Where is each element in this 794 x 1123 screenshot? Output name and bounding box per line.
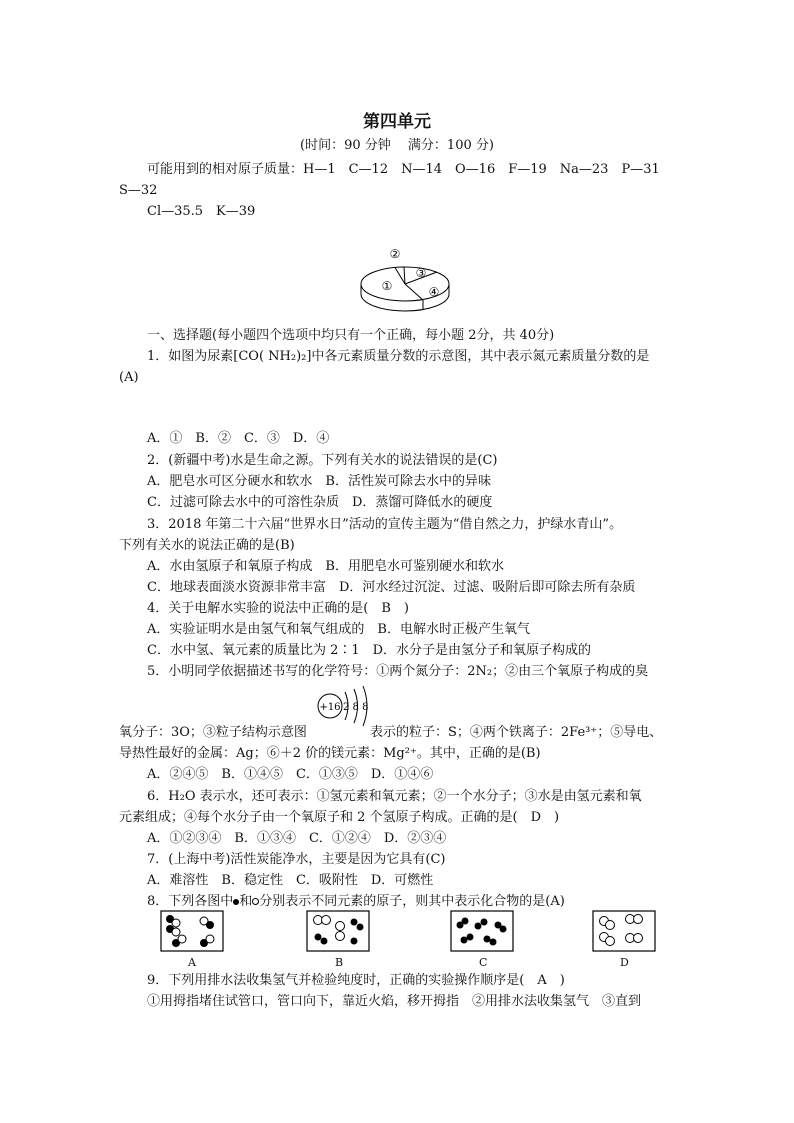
q1-stem: 1．如图为尿素[CO( NH₂)₂]中各元素质量分数的示意图，其中表示氮元素质量分数的是 <box>147 349 650 364</box>
urea-mass-pie-chart <box>355 240 455 320</box>
q6-options: A．①②③④ B．①③④ C．①②④ D．②③④ <box>147 831 447 846</box>
q6-stem-cont: 元素组成；④每个水分子由一个氧原子和 2 个氢原子构成。正确的是( D ) <box>119 810 560 825</box>
q8-figure-b <box>306 910 370 954</box>
q6-stem: 6．H₂O 表示水，还可表示：①氢元素和氧元素；②一个水分子；③水是由氢元素和氧 <box>147 789 642 804</box>
atomic-masses-line1: 可能用到的相对原子质量：H—1 C—12 N—14 O—16 F—19 Na—23 P—31 <box>147 162 660 177</box>
q5-stem-cont-a: 氧分子：3O；③粒子结构示意图 <box>119 725 307 740</box>
q8-stem-b: 和 <box>239 894 253 909</box>
q3-options-ab: A．水由氢原子和氧原子构成 B．用肥皂水可鉴别硬水和软水 <box>147 559 504 574</box>
q5-options: A．②④⑤ B．①④⑤ C．①③⑤ D．①④⑥ <box>147 767 434 782</box>
page-title: 第四单元 <box>363 112 431 132</box>
q8-figure-a <box>160 910 224 954</box>
pie-label-2: ② <box>389 247 401 261</box>
q8-figure-d <box>592 910 656 954</box>
section-heading: 一、选择题(每小题四个选项中均只有一个正确，每小题 2分，共 40分) <box>147 328 555 343</box>
q8-stem <box>147 894 565 910</box>
q4-stem: 4．关于电解水实验的说法中正确的是( B ) <box>147 601 409 616</box>
q5-stem-cont-b: 表示的粒子：S；④两个铁离子：2Fe³⁺；⑤导电、 <box>370 725 663 740</box>
q1-options: A．① B．② C．③ D．④ <box>147 431 330 446</box>
atomic-masses-line2: S—32 <box>119 183 158 198</box>
pie-label-4: ④ <box>428 285 440 299</box>
atom-electron-shells: 2 8 8 <box>343 702 369 713</box>
q1-answer: (A) <box>119 370 139 385</box>
q8-label-a: A <box>188 956 196 969</box>
pie-label-3: ③ <box>415 266 427 280</box>
q2-options-ab: A．肥皂水可区分硬水和软水 B．活性炭可除去水中的异味 <box>147 474 491 489</box>
pie-label-1: ① <box>381 279 393 293</box>
q3-options-cd: C．地球表面淡水资源非常丰富 D．河水经过沉淀、过滤、吸附后即可除去所有杂质 <box>147 580 636 595</box>
q3-stem-cont: 下列有关水的说法正确的是(B) <box>119 538 295 553</box>
q8-stem-a: 8．下列各图中 <box>147 894 234 909</box>
q5-stem-cont-c: 导热性最好的金属：Ag；⑥＋2 价的镁元素：Mg²⁺。其中，正确的是(B) <box>119 746 541 761</box>
sulfur-atom-structure-diagram <box>312 684 382 728</box>
q2-options-cd: C．过滤可除去水中的可溶性杂质 D．蒸馏可降低水的硬度 <box>147 495 493 510</box>
q8-stem-c: 分别表示不同元素的原子，则其中表示化合物的是(A) <box>259 894 565 909</box>
q8-label-c: C <box>479 956 488 969</box>
time-score-line: (时间：90 分钟 满分：100 分) <box>300 138 494 153</box>
q4-options-ab: A．实验证明水是由氢气和氧气组成的 B．电解水时正极产生氧气 <box>147 622 530 637</box>
atomic-masses-line3: Cl—35.5 K—39 <box>147 204 256 219</box>
atom-nucleus-charge: +16 <box>319 702 341 713</box>
q8-label-d: D <box>620 956 629 969</box>
q8-figure-c <box>450 910 514 954</box>
q3-stem: 3．2018 年第二十六届“世界水日”活动的宣传主题为“借自然之力，护绿水青山”。 <box>147 517 623 532</box>
q7-stem: 7．(上海中考)活性炭能净水，主要是因为它具有(C) <box>147 852 446 867</box>
q9-steps: ①用拇指堵住试管口，管口向下，靠近火焰，移开拇指 ②用排水法收集氢气 ③直到 <box>147 994 642 1009</box>
q4-options-cd: C．水中氢、氧元素的质量比为 2∶1 D．水分子是由氢分子和氧原子构成的 <box>147 643 592 658</box>
q8-label-b: B <box>335 956 344 969</box>
q2-stem: 2．(新疆中考)水是生命之源。下列有关水的说法错误的是(C) <box>147 453 498 468</box>
q9-stem: 9．下列用排水法收集氢气并检验纯度时，正确的实验操作顺序是( A ) <box>147 973 565 988</box>
q7-options: A．难溶性 B．稳定性 C．吸附性 D．可燃性 <box>147 873 434 888</box>
q5-stem: 5．小明同学依据描述书写的化学符号：①两个氮分子：2N₂；②由三个氧原子构成的臭 <box>147 664 649 679</box>
